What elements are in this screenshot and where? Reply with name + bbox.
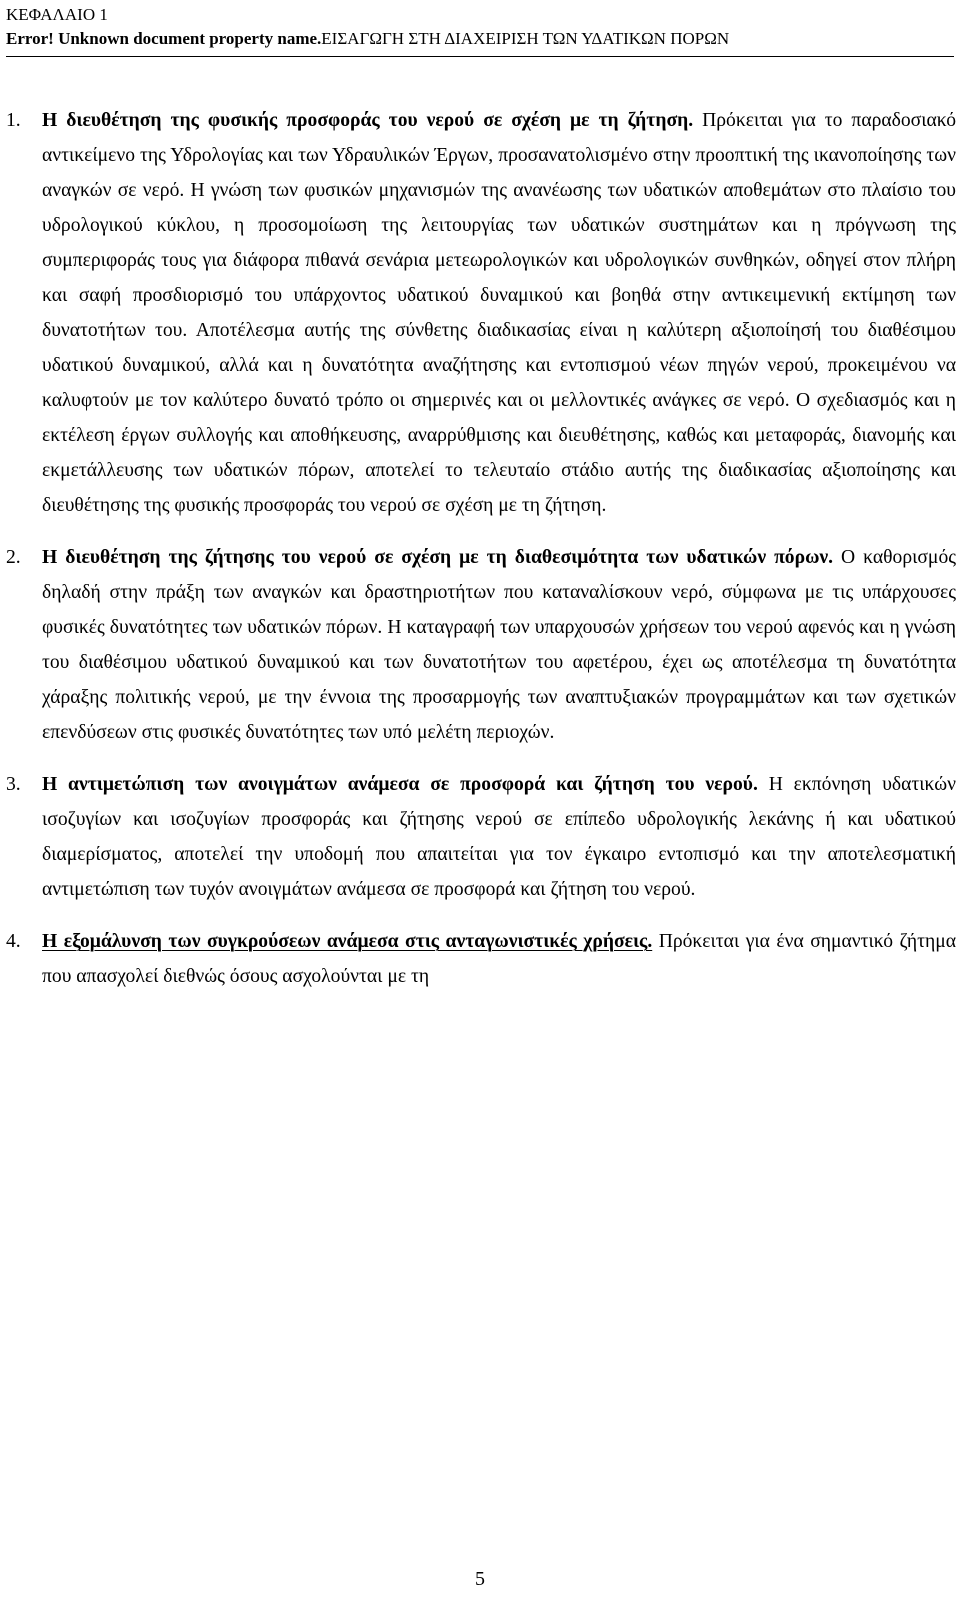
list-item xyxy=(6,103,956,523)
field-error-text: Error! Unknown document property name. xyxy=(6,29,322,48)
list-item-body: Πρόκειται για ένα σημαντικό ζήτημα που απασχολεί διεθνώς όσους ασχολούνται με τη xyxy=(42,931,956,987)
list-item xyxy=(6,540,956,750)
list-item-number: 1. xyxy=(6,110,21,131)
numbered-list xyxy=(6,103,956,1011)
list-item-number: 3. xyxy=(6,774,21,795)
page-number: 5 xyxy=(475,1568,485,1590)
list-item xyxy=(6,924,956,994)
header-rule xyxy=(6,56,954,57)
list-item-body: Ο καθορισμός δηλαδή στην πράξη των αναγκών και δραστηριοτήτων που καταναλίσκουν νερό, σύμφωνα με τις υπάρχουσες φυσικές δυνατότητες των υδατικών πόρων. Η καταγραφή των υπαρχουσών χρήσεων του νερού αφενός και η γνώση του διαθέσιμου υδατικού δυναμικού και των δυνατοτήτων του αφετέρου, έχει ως αποτέλεσμα τη δυνατότητα χάραξης πολιτικής νερού, με την έννοια της προσαρμογής των αναπτυξιακών προγραμμάτων και των σχετικών επενδύσεων στις φυσικές δυνατότητες των υπό μελέτη περιοχών. xyxy=(42,547,956,743)
list-item-number: 4. xyxy=(6,931,21,952)
list-item-heading: Η αντιμετώπιση των ανοιγμάτων ανάμεσα σε προσφορά και ζήτηση του νερού. xyxy=(42,774,758,795)
document-property-line xyxy=(6,28,956,50)
list-item-body: Πρόκειται για το παραδοσιακό αντικείμενο της Υδρολογίας και των Υδραυλικών Έργων, προσανατολισμένο στην προοπτική της ικανοποίησης των αναγκών σε νερό. Η γνώση των φυσικών μηχανισμών της ανανέωσης των υδατικών αποθεμάτων στο πλαίσιο του υδρολογικού κύκλου, η προσομοίωση της λειτουργίας των υδατικών συστημάτων και η πρόγνωση της συμπεριφοράς τους για διάφορα πιθανά σενάρια μετεωρολογικών και υδρολογικών συνθηκών, οδηγεί στον πλήρη και σαφή προσδιορισμό του υπάρχοντος υδατικού δυναμικού και βοηθά στην αντικειμενική εκτίμηση των δυνατοτήτων του. Αποτέλεσμα αυτής της σύνθετης διαδικασίας είναι η καλύτερη αξιοποίησή του διαθέσιμου υδατικού δυναμικού, αλλά και η δυνατότητα αναζήτησης και εντοπισμού νέων πηγών νερού, προκειμένου να καλυφτούν με τον καλύτερο δυνατό τρόπο οι σημερινές και οι μελλοντικές ανάγκες σε νερό. Ο σχεδιασμός και η εκτέλεση έργων συλλογής και αποθήκευσης, αναρρύθμισης και διευθέτησης, καθώς και μεταφοράς, διανομής και εκμετάλλευσης των υδατικών πόρων, αποτελεί το τελευταίο στάδιο αυτής της διαδικασίας αξιοποίησης και διευθέτησης της φυσικής προσφοράς του νερού σε σχέση με τη ζήτηση. xyxy=(42,110,956,516)
chapter-label: ΚΕΦΑΛΑΙΟ 1 xyxy=(6,5,108,24)
list-item xyxy=(6,767,956,907)
list-item-heading: Η διευθέτηση της ζήτησης του νερού σε σχέση με τη διαθεσιμότητα των υδατικών πόρων. xyxy=(42,547,834,568)
list-item-heading: Η διευθέτηση της φυσικής προσφοράς του νερού σε σχέση με τη ζήτηση. xyxy=(42,110,694,131)
list-item-body: Η εκπόνηση υδατικών ισοζυγίων και ισοζυγίων προσφοράς και ζήτησης νερού σε επίπεδο υδρολογικής λεκάνης ή και υδατικού διαμερίσματος, αποτελεί την υποδομή που απαιτείται για τον έγκαιρο εντοπισμό και την αποτελεσματική αντιμετώπιση των τυχόν ανοιγμάτων ανάμεσα σε προσφορά και ζήτηση του νερού. xyxy=(42,774,956,900)
list-item-number: 2. xyxy=(6,547,21,568)
list-item-heading: Η εξομάλυνση των συγκρούσεων ανάμεσα στις ανταγωνιστικές χρήσεις. xyxy=(42,931,653,952)
page-header xyxy=(6,4,956,50)
document-title: ΕΙΣΑΓΩΓΗ ΣΤΗ ΔΙΑΧΕΙΡΙΣΗ ΤΩΝ ΥΔΑΤΙΚΩΝ ΠΟΡΩΝ xyxy=(321,29,730,48)
